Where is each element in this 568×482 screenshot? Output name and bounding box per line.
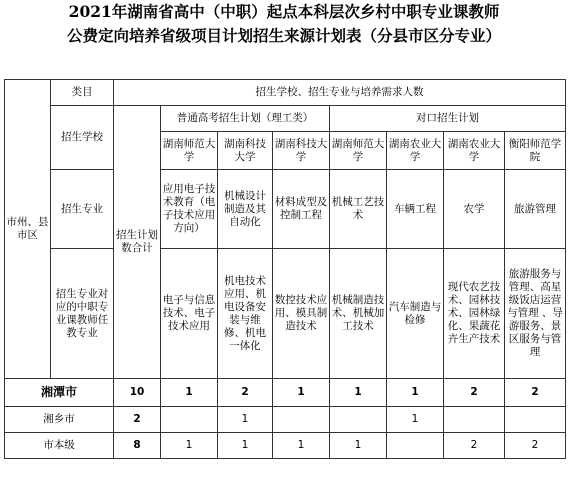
- vocational-plan-header: 对口招生计划: [330, 106, 566, 132]
- teacher-row: [5, 249, 566, 379]
- title-line-1: 2021年湖南省高中（中职）起点本科层次乡村中职专业课教师: [68, 2, 500, 21]
- row-total: 2: [114, 407, 161, 433]
- teacher-cell: 现代农艺技术、园林技术、园林绿化、果蔬花卉生产技术: [444, 249, 505, 379]
- school-cell: 衡阳师范学院: [505, 132, 566, 170]
- plan-value: 2: [505, 433, 566, 459]
- table-row: [5, 379, 566, 407]
- plan-value: [273, 407, 330, 433]
- total-header: 招生计划数合计: [114, 106, 161, 379]
- teacher-cell: 机电技术应用、机电设备安装与维修、机电一体化: [218, 249, 273, 379]
- plan-value: 1: [273, 379, 330, 407]
- school-cell: 湖南农业大学: [387, 132, 444, 170]
- top-group-header: 招生学校、招生专业与培养需求人数: [114, 80, 566, 106]
- school-cell: 湖南科技大学: [218, 132, 273, 170]
- plan-value: 2: [444, 433, 505, 459]
- plan-value: 2: [444, 379, 505, 407]
- plan-value: 2: [218, 379, 273, 407]
- plan-value: 1: [330, 433, 387, 459]
- plan-value: [161, 407, 218, 433]
- plan-value: 1: [273, 433, 330, 459]
- school-cell: 湖南科技大学: [273, 132, 330, 170]
- city-name: 湘潭市: [5, 379, 114, 407]
- major-cell: 材料成型及 控制工程: [273, 170, 330, 249]
- row-total: 8: [114, 433, 161, 459]
- title-line-2: 公费定向培养省级项目计划招生来源计划表（分县市区分专业）: [66, 26, 501, 45]
- major-cell: 旅游管理: [505, 170, 566, 249]
- teacher-label: 招生专业对应的中职专业课教师任教专业: [51, 249, 114, 379]
- teacher-cell: 汽车制造与检修: [387, 249, 444, 379]
- major-cell: 机械工艺技术: [330, 170, 387, 249]
- major-cell: 农学: [444, 170, 505, 249]
- general-plan-header: 普通高考招生计划（理工类）: [161, 106, 330, 132]
- plan-value: 1: [218, 433, 273, 459]
- table-row: [5, 407, 566, 433]
- document-title: [0, 0, 568, 48]
- plan-value: 2: [505, 379, 566, 407]
- plan-value: 1: [161, 379, 218, 407]
- category-header: 类目: [51, 80, 114, 106]
- major-cell: 车辆工程: [387, 170, 444, 249]
- row-total: 10: [114, 379, 161, 407]
- major-row: [5, 170, 566, 249]
- teacher-cell: 机械制造技术、机械加工技术: [330, 249, 387, 379]
- major-cell: 应用电子技术教育（电子技术应用方向）: [161, 170, 218, 249]
- city-header: 市州、县市区: [5, 80, 51, 379]
- plan-value: [444, 407, 505, 433]
- teacher-cell: 数控技术应用、模具制造技术: [273, 249, 330, 379]
- teacher-cell: 旅游服务与管理、高星级饭店运营与管理 、导游服务、景区服务与管理: [505, 249, 566, 379]
- plan-value: [387, 433, 444, 459]
- teacher-cell: 电子与信息技术、电子技术应用: [161, 249, 218, 379]
- school-cell: 湖南农业大学: [444, 132, 505, 170]
- plan-table: [4, 79, 566, 459]
- major-label: 招生专业: [51, 170, 114, 249]
- major-cell: 机械设计制造及其自动化: [218, 170, 273, 249]
- school-cell: 湖南师范大学: [330, 132, 387, 170]
- plan-value: 1: [387, 407, 444, 433]
- plan-value: 1: [218, 407, 273, 433]
- school-label: 招生学校: [51, 106, 114, 170]
- plan-value: 1: [161, 433, 218, 459]
- plan-value: 1: [330, 379, 387, 407]
- city-name: 市本级: [5, 433, 114, 459]
- plan-value: [505, 407, 566, 433]
- city-name: 湘乡市: [5, 407, 114, 433]
- table-row: [5, 433, 566, 459]
- school-cell: 湖南师范大学: [161, 132, 218, 170]
- plan-value: [330, 407, 387, 433]
- plan-value: 1: [387, 379, 444, 407]
